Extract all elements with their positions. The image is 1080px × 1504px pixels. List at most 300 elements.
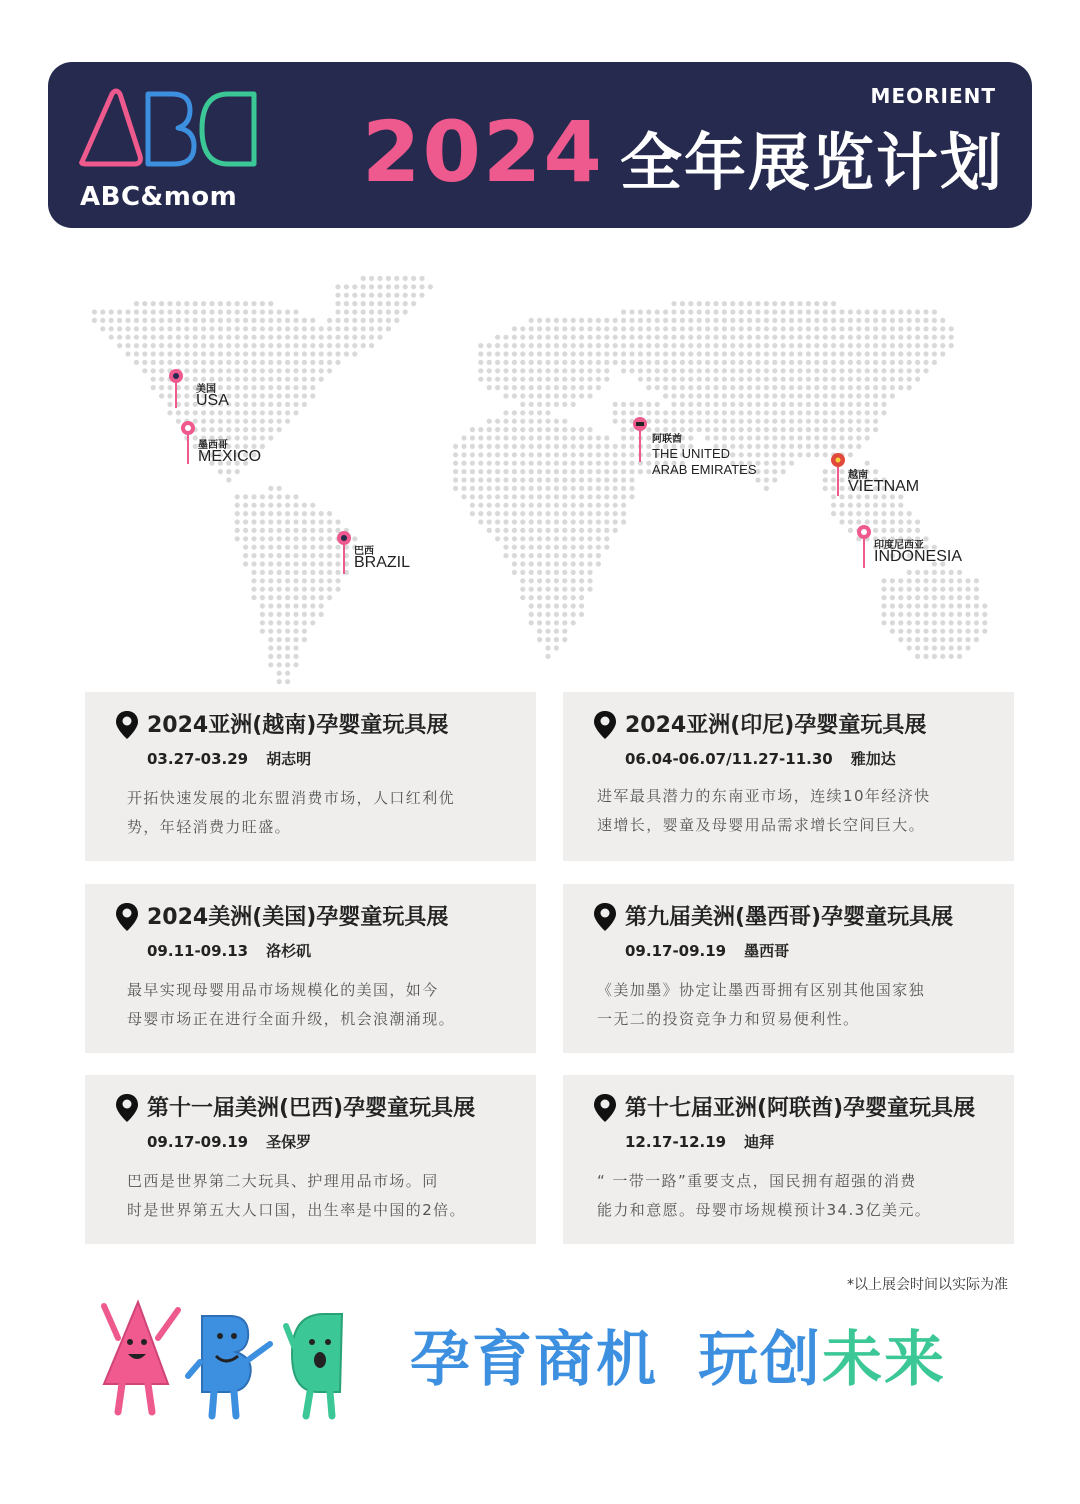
map-dot xyxy=(705,435,710,440)
map-dot xyxy=(470,486,475,491)
map-dot xyxy=(747,309,752,314)
map-dot xyxy=(268,419,273,424)
map-dot xyxy=(621,419,626,424)
map-dot xyxy=(386,326,391,331)
map-dot xyxy=(562,368,567,373)
map-dot xyxy=(209,351,214,356)
map-dot xyxy=(554,553,559,558)
map-dot xyxy=(722,427,727,432)
map-dot xyxy=(302,318,307,323)
map-dot xyxy=(142,309,147,314)
map-dot xyxy=(327,511,332,516)
map-dot xyxy=(268,301,273,306)
map-dot xyxy=(302,368,307,373)
map-dot xyxy=(797,335,802,340)
map-dot xyxy=(218,410,223,415)
map-dot xyxy=(268,435,273,440)
map-dot xyxy=(621,427,626,432)
map-dot xyxy=(722,402,727,407)
map-dot xyxy=(604,545,609,550)
event-title: 第十七届亚洲(阿联酋)孕婴童玩具展 xyxy=(625,1096,976,1121)
map-dot xyxy=(579,486,584,491)
map-dot xyxy=(781,301,786,306)
map-dot xyxy=(495,477,500,482)
map-dot xyxy=(293,335,298,340)
map-dot xyxy=(226,427,231,432)
map-dot xyxy=(915,519,920,524)
map-dot xyxy=(730,351,735,356)
map-dot xyxy=(537,318,542,323)
map-dot xyxy=(277,503,282,508)
map-dot xyxy=(638,402,643,407)
map-dot xyxy=(209,343,214,348)
map-dot xyxy=(713,377,718,382)
map-dot xyxy=(537,486,542,491)
map-dot xyxy=(235,536,240,541)
map-dot xyxy=(596,553,601,558)
map-dot xyxy=(646,351,651,356)
map-dot xyxy=(587,326,592,331)
map-dot xyxy=(806,377,811,382)
map-dot xyxy=(512,419,517,424)
map-dot xyxy=(562,570,567,575)
map-dot xyxy=(907,587,912,592)
map-dot xyxy=(520,486,525,491)
map-dot xyxy=(755,444,760,449)
map-dot xyxy=(856,343,861,348)
map-dot xyxy=(848,528,853,533)
map-dot xyxy=(613,494,618,499)
map-dot xyxy=(134,301,139,306)
map-dot xyxy=(268,511,273,516)
map-dot xyxy=(218,469,223,474)
map-dot xyxy=(470,477,475,482)
map-dot xyxy=(898,360,903,365)
map-dot xyxy=(865,435,870,440)
abc-letters-logo xyxy=(78,86,258,176)
map-dot xyxy=(344,293,349,298)
map-dot xyxy=(503,469,508,474)
map-dot xyxy=(579,545,584,550)
map-dot xyxy=(881,309,886,314)
map-dot xyxy=(890,578,895,583)
map-dot xyxy=(907,368,912,373)
map-dot xyxy=(772,393,777,398)
map-dot xyxy=(487,494,492,499)
map-dot xyxy=(520,377,525,382)
map-dot xyxy=(277,578,282,583)
map-dot xyxy=(310,587,315,592)
map-dot xyxy=(545,343,550,348)
map-dot xyxy=(898,603,903,608)
map-dot xyxy=(293,587,298,592)
map-dot xyxy=(890,351,895,356)
map-dot xyxy=(613,360,618,365)
map-dot xyxy=(268,309,273,314)
map-dot xyxy=(587,461,592,466)
map-dot xyxy=(159,385,164,390)
map-dot xyxy=(251,519,256,524)
map-dot xyxy=(235,419,240,424)
map-dot xyxy=(831,402,836,407)
map-dot xyxy=(730,335,735,340)
map-dot xyxy=(503,503,508,508)
map-dot xyxy=(949,629,954,634)
map-dot xyxy=(579,393,584,398)
map-dot xyxy=(974,612,979,617)
map-dot xyxy=(705,402,710,407)
map-dot xyxy=(193,410,198,415)
map-dot xyxy=(739,326,744,331)
map-dot xyxy=(268,553,273,558)
map-dot xyxy=(461,494,466,499)
map-dot xyxy=(268,385,273,390)
map-dot xyxy=(814,435,819,440)
map-dot xyxy=(503,393,508,398)
event-city: 圣保罗 xyxy=(266,1133,312,1151)
map-dot xyxy=(949,587,954,592)
event-city: 雅加达 xyxy=(850,750,896,768)
map-dot xyxy=(554,444,559,449)
map-dot xyxy=(982,620,987,625)
map-dot xyxy=(167,410,172,415)
map-dot xyxy=(646,343,651,348)
map-dot xyxy=(302,536,307,541)
map-dot xyxy=(293,561,298,566)
map-dot xyxy=(965,612,970,617)
map-dot xyxy=(529,410,534,415)
map-dot xyxy=(814,452,819,457)
map-dot xyxy=(562,335,567,340)
map-dot xyxy=(235,393,240,398)
map-dot xyxy=(814,410,819,415)
map-dot xyxy=(277,368,282,373)
map-dot xyxy=(814,402,819,407)
map-dot xyxy=(764,335,769,340)
map-dot xyxy=(797,318,802,323)
map-dot xyxy=(940,578,945,583)
map-dot xyxy=(587,477,592,482)
map-dot xyxy=(529,318,534,323)
map-dot xyxy=(806,385,811,390)
map-dot xyxy=(201,410,206,415)
logo-text: ABC&mom xyxy=(80,182,238,212)
map-dot xyxy=(243,335,248,340)
map-dot xyxy=(890,377,895,382)
event-card-uae xyxy=(563,1075,1014,1244)
map-dot xyxy=(109,326,114,331)
map-dot xyxy=(251,545,256,550)
map-dot xyxy=(529,528,534,533)
map-dot xyxy=(587,368,592,373)
map-dot xyxy=(772,326,777,331)
map-dot xyxy=(478,427,483,432)
map-dot xyxy=(655,385,660,390)
map-dot xyxy=(747,301,752,306)
map-dot xyxy=(478,368,483,373)
map-dot xyxy=(277,360,282,365)
map-dot xyxy=(529,503,534,508)
map-dot xyxy=(537,393,542,398)
map-dot xyxy=(823,351,828,356)
map-dot xyxy=(268,536,273,541)
map-dot xyxy=(545,561,550,566)
map-dot xyxy=(142,326,147,331)
map-dot xyxy=(285,343,290,348)
map-dot xyxy=(571,494,576,499)
map-dot xyxy=(596,452,601,457)
map-dot xyxy=(562,503,567,508)
map-dot xyxy=(260,385,265,390)
map-dot xyxy=(663,393,668,398)
map-dot xyxy=(554,377,559,382)
map-dot xyxy=(571,444,576,449)
map-dot xyxy=(621,318,626,323)
map-dot xyxy=(730,444,735,449)
map-dot xyxy=(705,318,710,323)
map-dot xyxy=(117,309,122,314)
map-dot xyxy=(520,511,525,516)
map-dot xyxy=(898,318,903,323)
map-dot xyxy=(218,351,223,356)
map-dot xyxy=(562,528,567,533)
map-dot xyxy=(982,629,987,634)
map-dot xyxy=(772,343,777,348)
map-dot xyxy=(663,419,668,424)
map-dot xyxy=(629,343,634,348)
map-dot xyxy=(907,318,912,323)
map-dot xyxy=(260,595,265,600)
map-dot xyxy=(285,654,290,659)
map-dot xyxy=(562,511,567,516)
map-dot xyxy=(646,368,651,373)
map-dot xyxy=(831,351,836,356)
map-dot xyxy=(235,410,240,415)
event-description xyxy=(127,976,517,1034)
map-dot xyxy=(293,578,298,583)
map-dot xyxy=(890,603,895,608)
map-dot xyxy=(243,377,248,382)
map-dot xyxy=(688,368,693,373)
desc-line: 最早实现母婴用品市场规模化的美国，如今 xyxy=(127,981,439,999)
map-dot xyxy=(411,293,416,298)
map-dot xyxy=(226,309,231,314)
map-dot xyxy=(537,461,542,466)
map-dot xyxy=(730,427,735,432)
map-dot xyxy=(201,318,206,323)
map-dot xyxy=(747,435,752,440)
map-dot xyxy=(268,620,273,625)
map-dot xyxy=(545,402,550,407)
map-dot xyxy=(545,603,550,608)
map-dot xyxy=(285,402,290,407)
map-dot xyxy=(823,452,828,457)
map-dot xyxy=(722,419,727,424)
map-dot xyxy=(579,570,584,575)
map-dot xyxy=(873,309,878,314)
map-dot xyxy=(898,587,903,592)
page-title: 全年展览计划 xyxy=(620,126,1005,199)
map-dot xyxy=(856,444,861,449)
map-dot xyxy=(571,360,576,365)
map-dot xyxy=(873,318,878,323)
map-dot xyxy=(478,360,483,365)
map-dot xyxy=(419,293,424,298)
map-dot xyxy=(865,360,870,365)
map-dot xyxy=(688,377,693,382)
map-dot xyxy=(344,326,349,331)
map-dot xyxy=(386,301,391,306)
map-dot xyxy=(159,335,164,340)
map-dot xyxy=(873,343,878,348)
map-dot xyxy=(680,309,685,314)
map-dot xyxy=(865,335,870,340)
map-dot xyxy=(251,318,256,323)
map-dot xyxy=(268,335,273,340)
map-dot xyxy=(503,351,508,356)
map-dot xyxy=(646,402,651,407)
map-dot xyxy=(772,477,777,482)
map-dot xyxy=(487,427,492,432)
map-dot xyxy=(529,461,534,466)
map-dot xyxy=(319,587,324,592)
map-dot xyxy=(705,385,710,390)
map-dot xyxy=(520,427,525,432)
map-dot xyxy=(268,587,273,592)
map-dot xyxy=(697,318,702,323)
map-dot xyxy=(562,419,567,424)
map-dot xyxy=(243,528,248,533)
map-dot xyxy=(310,377,315,382)
map-dot xyxy=(680,351,685,356)
map-dot xyxy=(940,326,945,331)
map-dot xyxy=(142,301,147,306)
map-dot xyxy=(621,469,626,474)
map-dot xyxy=(260,561,265,566)
map-dot xyxy=(403,293,408,298)
map-dot xyxy=(167,326,172,331)
map-dot xyxy=(352,343,357,348)
map-dot xyxy=(319,578,324,583)
event-date: 12.17-12.19 xyxy=(625,1133,727,1151)
map-dot xyxy=(923,318,928,323)
map-dot xyxy=(781,360,786,365)
map-dot xyxy=(596,528,601,533)
map-dot xyxy=(621,402,626,407)
map-dot xyxy=(369,318,374,323)
map-dot xyxy=(277,570,282,575)
map-dot xyxy=(713,368,718,373)
map-dot xyxy=(193,301,198,306)
map-dot xyxy=(881,343,886,348)
map-dot xyxy=(512,351,517,356)
map-dot xyxy=(890,587,895,592)
desc-line: “ 一带一路”重要支点，国民拥有超强的消费 xyxy=(597,1172,917,1190)
map-dot xyxy=(621,326,626,331)
map-dot xyxy=(655,402,660,407)
map-dot xyxy=(839,318,844,323)
map-dot xyxy=(571,343,576,348)
map-dot xyxy=(512,469,517,474)
map-dot xyxy=(823,469,828,474)
map-dot xyxy=(554,351,559,356)
map-dot xyxy=(705,393,710,398)
map-dot xyxy=(587,469,592,474)
map-dot xyxy=(898,503,903,508)
map-dot xyxy=(386,318,391,323)
map-dot xyxy=(789,351,794,356)
map-dot xyxy=(705,343,710,348)
map-dot xyxy=(781,402,786,407)
map-dot xyxy=(134,360,139,365)
map-dot xyxy=(335,284,340,289)
map-dot xyxy=(747,444,752,449)
map-dot xyxy=(277,603,282,608)
map-dot xyxy=(747,452,752,457)
map-dot xyxy=(537,385,542,390)
map-dot xyxy=(470,435,475,440)
map-dot xyxy=(814,377,819,382)
map-dot xyxy=(873,368,878,373)
map-dot xyxy=(361,343,366,348)
map-dot xyxy=(831,410,836,415)
map-dot xyxy=(520,419,525,424)
map-dot xyxy=(251,402,256,407)
map-dot xyxy=(638,469,643,474)
map-dot xyxy=(226,477,231,482)
map-dot xyxy=(277,679,282,684)
map-dot xyxy=(302,528,307,533)
map-dot xyxy=(285,671,290,676)
map-dot xyxy=(831,335,836,340)
map-dot xyxy=(218,385,223,390)
map-dot xyxy=(243,410,248,415)
map-dot xyxy=(923,360,928,365)
map-dot xyxy=(722,377,727,382)
map-dot xyxy=(856,427,861,432)
map-dot xyxy=(772,360,777,365)
map-dot xyxy=(940,343,945,348)
map-dot xyxy=(655,377,660,382)
map-dot xyxy=(545,503,550,508)
map-dot xyxy=(579,528,584,533)
map-dot xyxy=(209,301,214,306)
map-dot xyxy=(797,309,802,314)
map-dot xyxy=(856,410,861,415)
map-dot xyxy=(277,553,282,558)
map-dot xyxy=(335,578,340,583)
map-dot xyxy=(596,335,601,340)
map-dot xyxy=(470,427,475,432)
map-dot xyxy=(545,326,550,331)
map-dot xyxy=(739,410,744,415)
map-dot xyxy=(881,326,886,331)
map-dot xyxy=(218,309,223,314)
map-dot xyxy=(789,377,794,382)
map-dot xyxy=(881,528,886,533)
map-dot xyxy=(713,419,718,424)
map-dot xyxy=(520,343,525,348)
map-dot xyxy=(302,553,307,558)
map-dot xyxy=(151,351,156,356)
map-dot xyxy=(151,343,156,348)
map-dot xyxy=(512,461,517,466)
map-dot xyxy=(503,536,508,541)
map-dot xyxy=(470,494,475,499)
map-dot xyxy=(537,494,542,499)
location-pin-icon xyxy=(830,452,846,496)
map-dot xyxy=(764,452,769,457)
